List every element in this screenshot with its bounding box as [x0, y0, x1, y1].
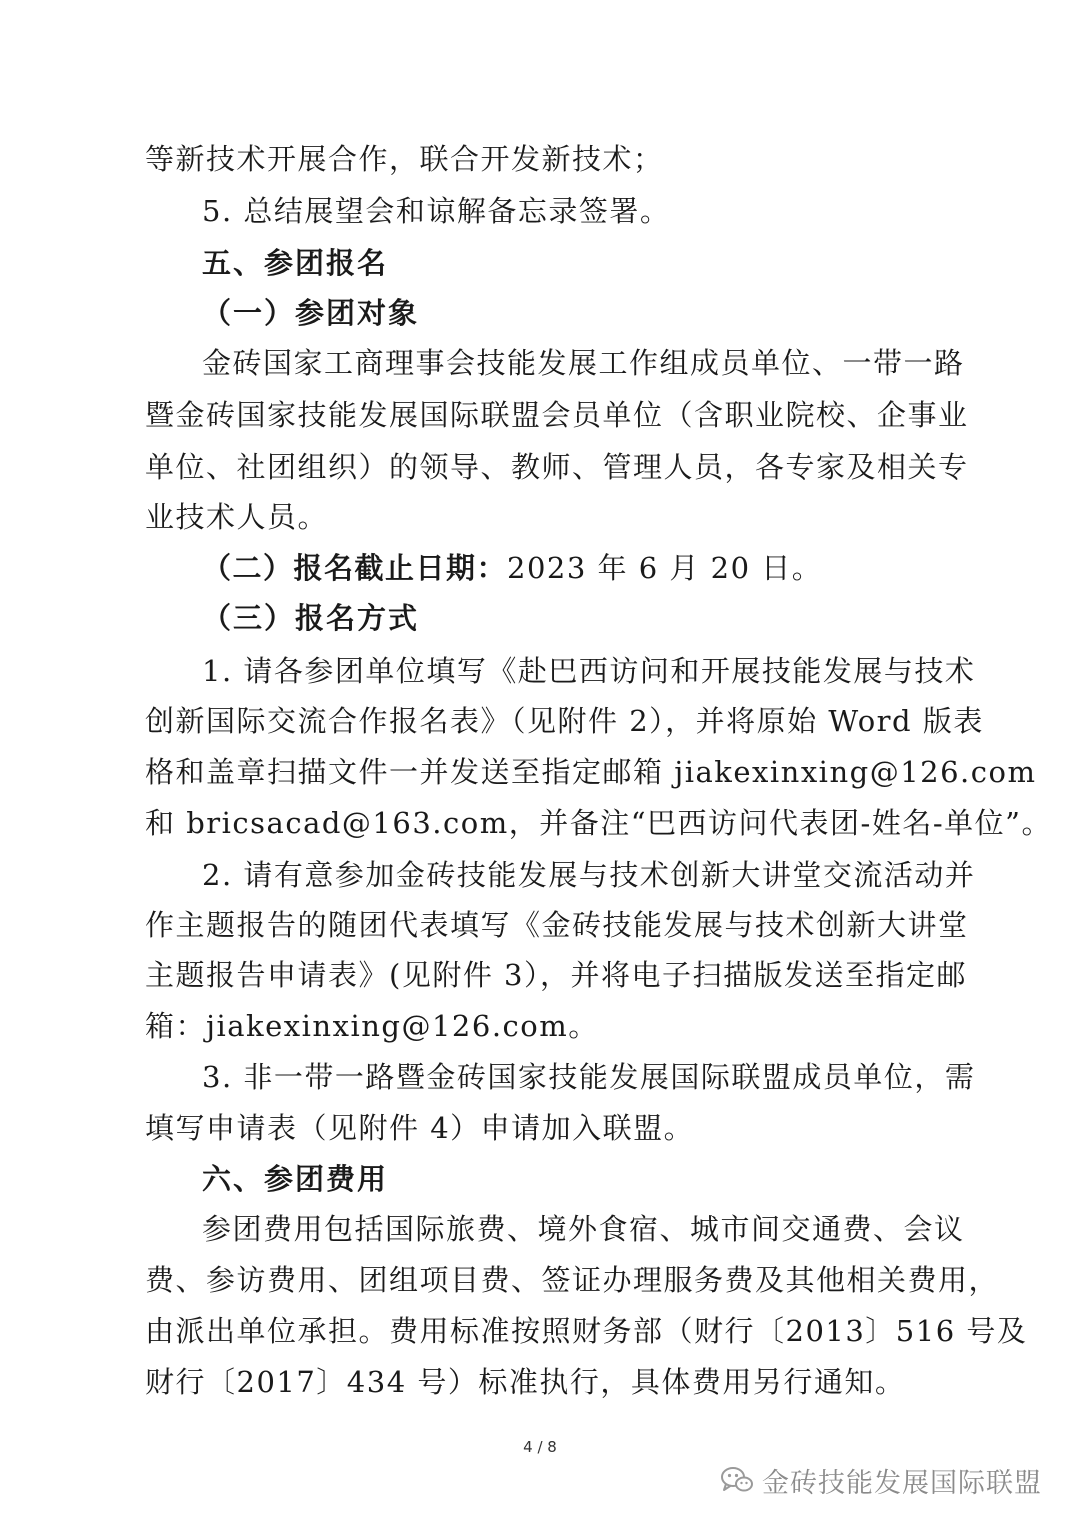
paragraph-line: 暨金砖国家技能发展国际联盟会员单位（含职业院校、企事业 [145, 398, 969, 432]
paragraph-line: 箱：jiakexinxing@126.com。 [145, 1009, 599, 1043]
page-number: 4 / 8 [523, 1438, 557, 1456]
paragraph-line: 参团费用包括国际旅费、境外食宿、城市间交通费、会议 [202, 1212, 965, 1246]
paragraph-line: 财行〔2017〕434 号）标准执行，具体费用另行通知。 [145, 1365, 906, 1399]
paragraph-line: 单位、社团组织）的领导、教师、管理人员，各专家及相关专 [145, 450, 969, 484]
paragraph-line: 和 bricsacad@163.com，并备注“巴西访问代表团-姓名-单位”。 [145, 806, 1052, 840]
paragraph-line: 等新技术开展合作，联合开发新技术； [145, 142, 664, 176]
watermark-text: 金砖技能发展国际联盟 [762, 1467, 1042, 1499]
watermark [720, 1460, 1042, 1500]
paragraph-line: 业技术人员。 [145, 500, 329, 534]
paragraph-line: 填写申请表（见附件 4）申请加入联盟。 [145, 1111, 695, 1145]
wechat-icon [720, 1465, 754, 1495]
subsection-heading-participants: （一）参团对象 [202, 296, 420, 330]
list-item-5: 5. 总结展望会和谅解备忘录签署。 [202, 194, 671, 228]
deadline-date: 2023 年 6 月 20 日。 [507, 551, 823, 585]
paragraph-line: 格和盖章扫描文件一并发送至指定邮箱 jiakexinxing@126.com [145, 755, 1037, 789]
section-heading-6: 六、参团费用 [202, 1162, 389, 1196]
paragraph-line: 作主题报告的随团代表填写《金砖技能发展与技术创新大讲堂 [145, 908, 969, 942]
paragraph-line: 金砖国家工商理事会技能发展工作组成员单位、一带一路 [202, 346, 965, 380]
paragraph-line: 由派出单位承担。费用标准按照财务部（财行〔2013〕516 号及 [145, 1314, 1028, 1348]
paragraph-line: 2. 请有意参加金砖技能发展与技术创新大讲堂交流活动并 [202, 858, 976, 892]
deadline-label: （二）报名截止日期： [202, 551, 508, 585]
deadline-line [202, 548, 940, 588]
paragraph-line: 主题报告申请表》(见附件 3），并将电子扫描版发送至指定邮 [145, 958, 967, 992]
paragraph-line: 3. 非一带一路暨金砖国家技能发展国际联盟成员单位，需 [202, 1060, 976, 1094]
section-heading-5: 五、参团报名 [202, 246, 389, 280]
paragraph-line: 创新国际交流合作报名表》（见附件 2），并将原始 Word 版表 [145, 704, 984, 738]
paragraph-line: 费、参访费用、团组项目费、签证办理服务费及其他相关费用， [145, 1263, 1000, 1297]
subsection-heading-method: （三）报名方式 [202, 601, 420, 635]
paragraph-line: 1. 请各参团单位填写《赴巴西访问和开展技能发展与技术 [202, 654, 976, 688]
